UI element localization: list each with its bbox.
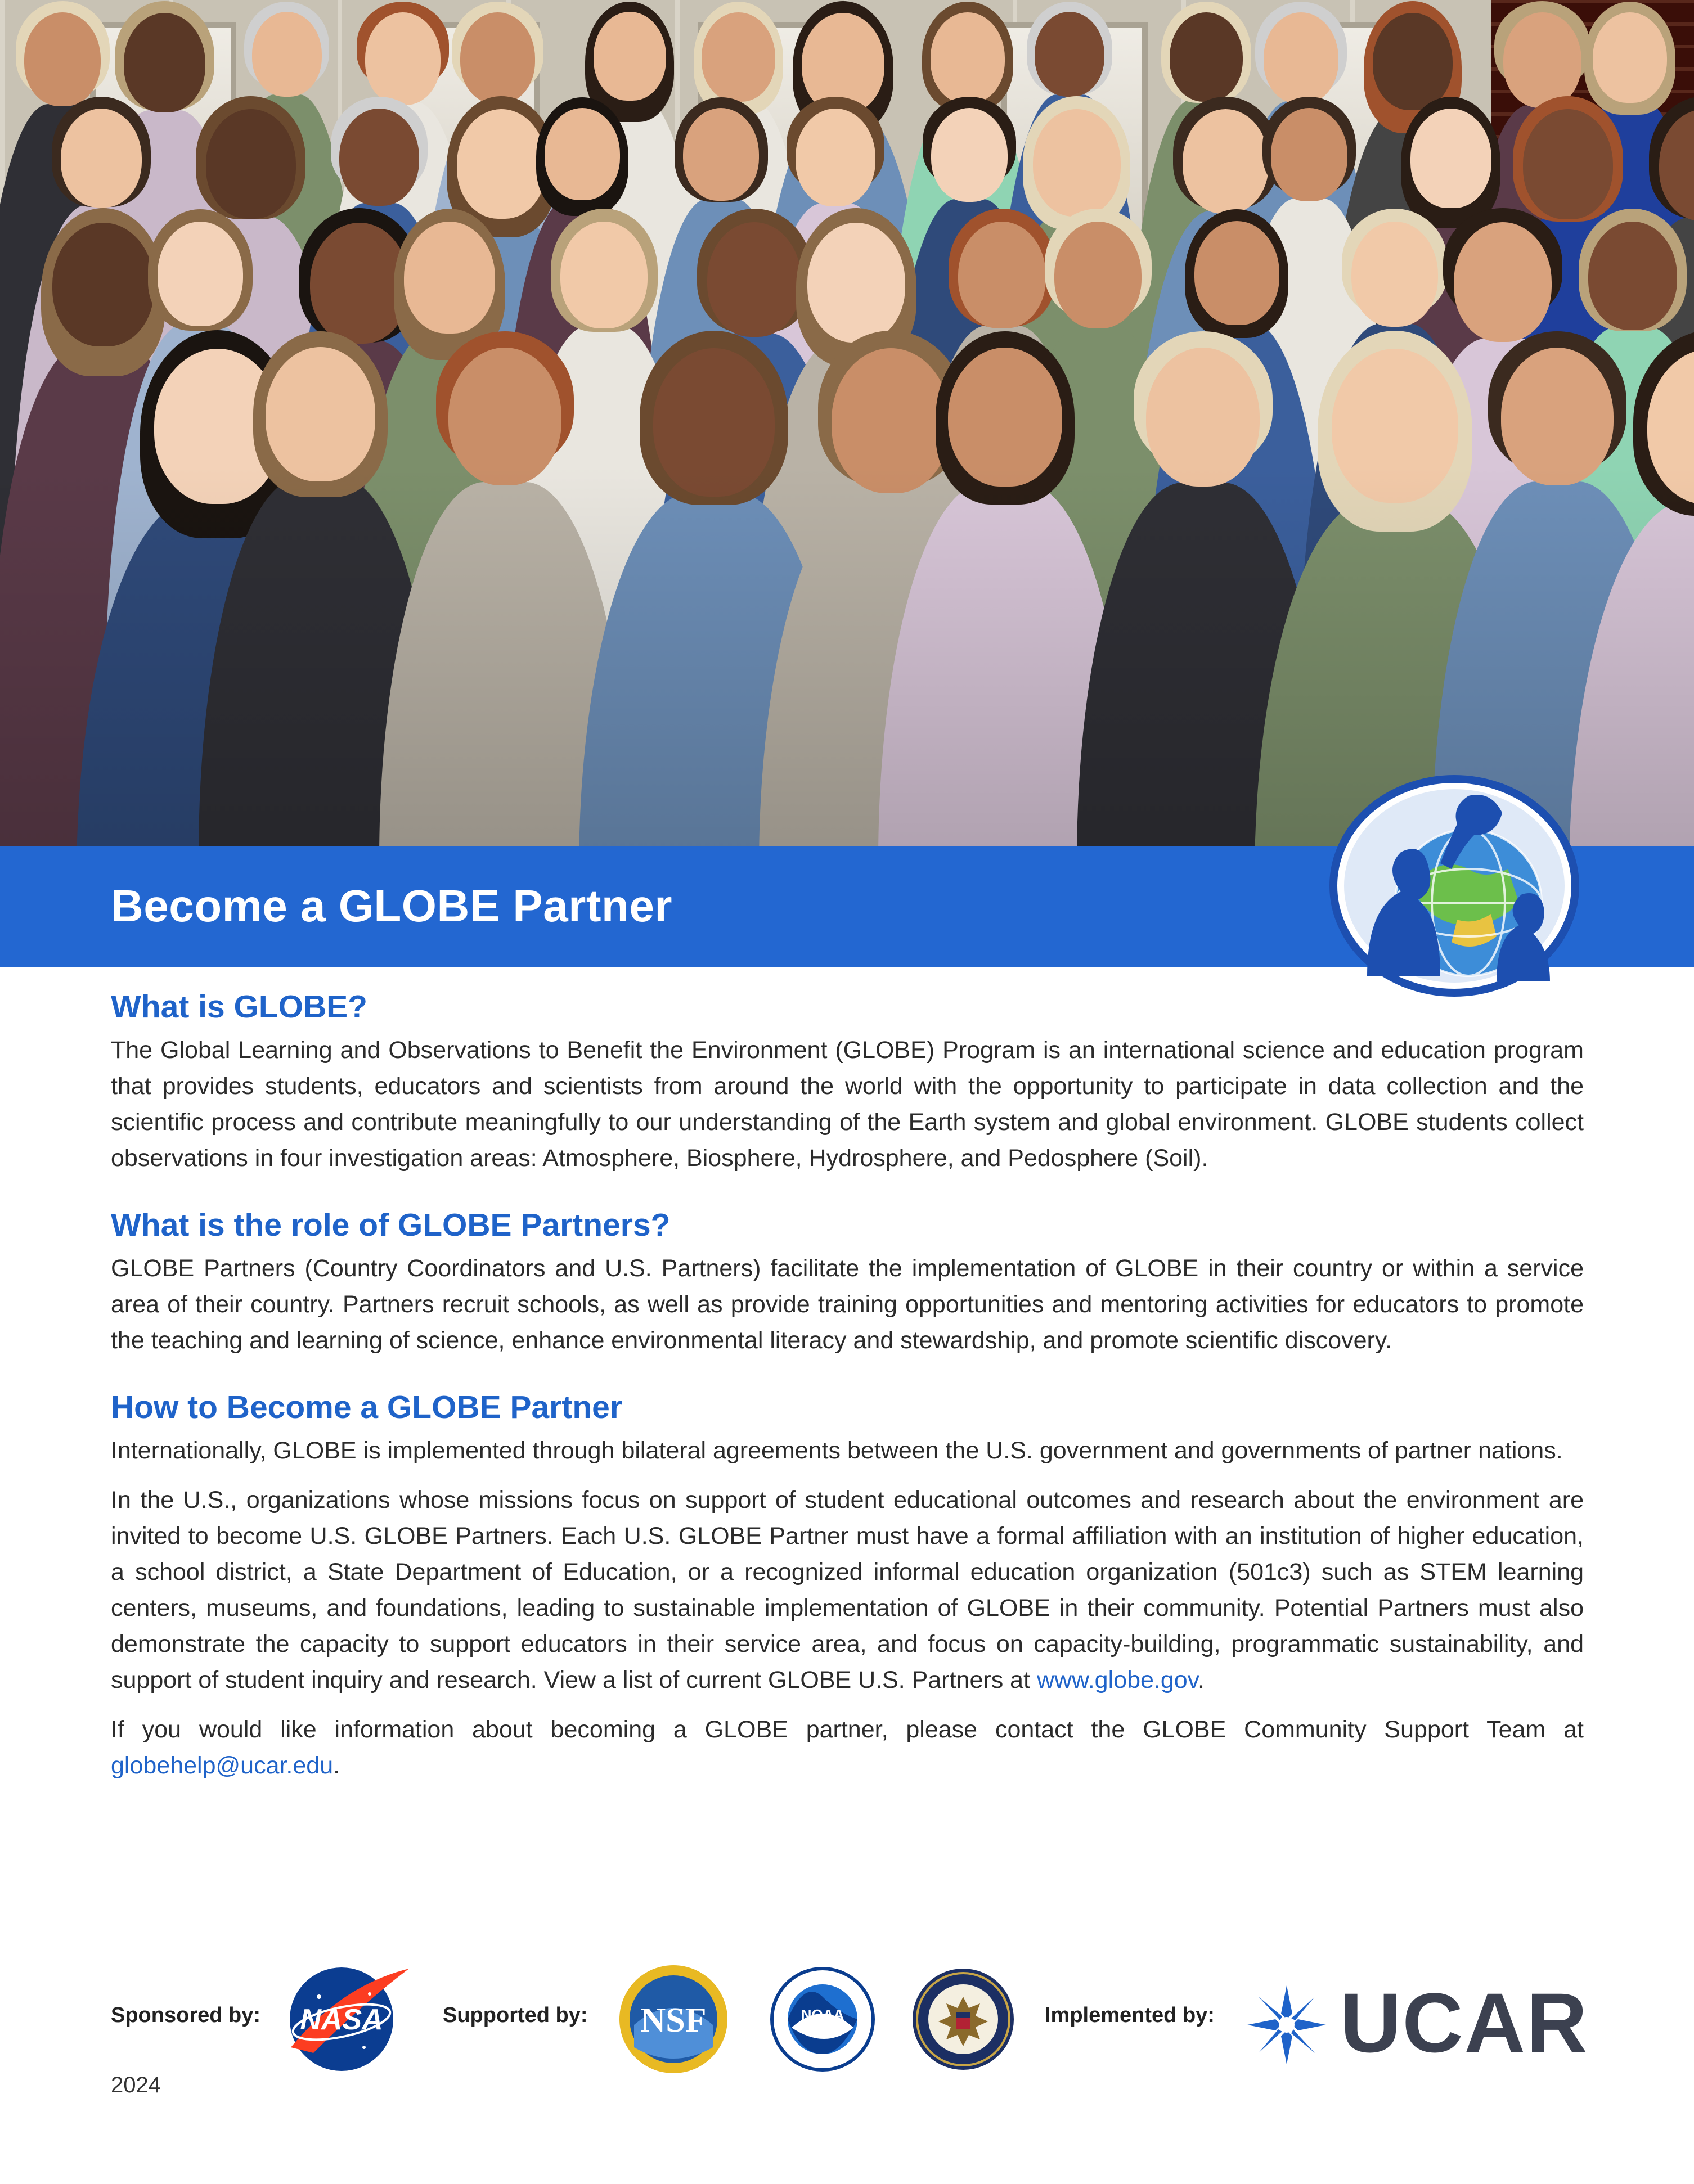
nsf-wordmark: NSF <box>640 2001 707 2039</box>
nasa-wordmark: NASA <box>300 2003 383 2036</box>
sponsored-by-label: Sponsored by: <box>111 2003 261 2027</box>
globehelp-email-link[interactable]: globehelp@ucar.edu <box>111 1752 334 1779</box>
heading-how-to-become: How to Become a GLOBE Partner <box>111 1389 623 1425</box>
noaa-logo-icon <box>769 1966 876 2073</box>
paragraph-us-partners: In the U.S., organizations whose missions focus on support of student educational outcomes and research about the environment are invited to become U.S. GLOBE Partners. Each U.S. GLOBE Partner must have a formal affiliation with an institution of higher education, a school district, a State Department of Education, or a recognized informal education organization (501c3) such as STEM learning centers, museums, and foundations, leading to sustainable implementation of GLOBE in their community. Potential Partners must also demonstrate the capacity to support educators in their service area, and focus on capacity-building, programmatic sustainability, and support of student inquiry and research. View a list of current GLOBE U.S. Partners at www.globe.gov. <box>111 1487 1584 1694</box>
sponsor-logos <box>111 1963 1589 2075</box>
section-partner-role <box>111 1200 1584 1358</box>
paragraph-contact: If you would like information about becoming a GLOBE partner, please contact the GLOBE Community Support Team at globehelp@ucar.edu. <box>111 1716 1584 1779</box>
paragraph-partner-role: GLOBE Partners (Country Coordinators and U.S. Partners) facilitate the implementation of GLOBE in their country or within a service area of their country. Partners recruit schools, as well as provide training opportunities and mentoring activities for educators to promote the teaching and learning of science, enhance environmental literacy and stewardship, and promote scientific discovery. <box>111 1255 1584 1354</box>
heading-partner-role: What is the role of GLOBE Partners? <box>111 1207 671 1243</box>
section-how-to-become <box>111 1382 1584 1784</box>
ucar-star-icon <box>1247 1985 1326 2064</box>
heading-what-is-globe: What is GLOBE? <box>111 989 367 1025</box>
globe-website-link[interactable]: www.globe.gov <box>1036 1667 1198 1694</box>
section-what-is-globe <box>111 981 1584 1176</box>
supported-by-label: Supported by: <box>443 2003 588 2027</box>
nasa-logo-icon <box>280 1963 415 2075</box>
publication-year: 2024 <box>111 2073 161 2097</box>
noaa-wordmark: NOAA <box>801 2006 844 2023</box>
paragraph-international: Internationally, GLOBE is implemented through bilateral agreements between the U.S. government and governments of partner nations. <box>111 1437 1563 1464</box>
hero-photo <box>0 0 1694 846</box>
paragraph-what-is-globe: The Global Learning and Observations to Benefit the Environment (GLOBE) Program is an international science and education program that provides students, educators and scientists from around the world with the opportunity to participate in data collection and the scientific process and contribute meaningfully to our understanding of the Earth system and global environment. GLOBE students collect observations in four investigation areas: Atmosphere, Biosphere, Hydrosphere, and Pedosphere (Soil). <box>111 1037 1584 1172</box>
body-content <box>111 981 1584 1807</box>
implemented-by-label: Implemented by: <box>1045 2003 1215 2027</box>
ucar-wordmark: UCAR <box>1340 1975 1589 2070</box>
state-department-seal-icon <box>910 1966 1017 2073</box>
page-title: Become a GLOBE Partner <box>111 881 672 931</box>
nsf-logo-icon <box>617 1963 730 2075</box>
globe-logo-icon <box>1328 773 1581 998</box>
